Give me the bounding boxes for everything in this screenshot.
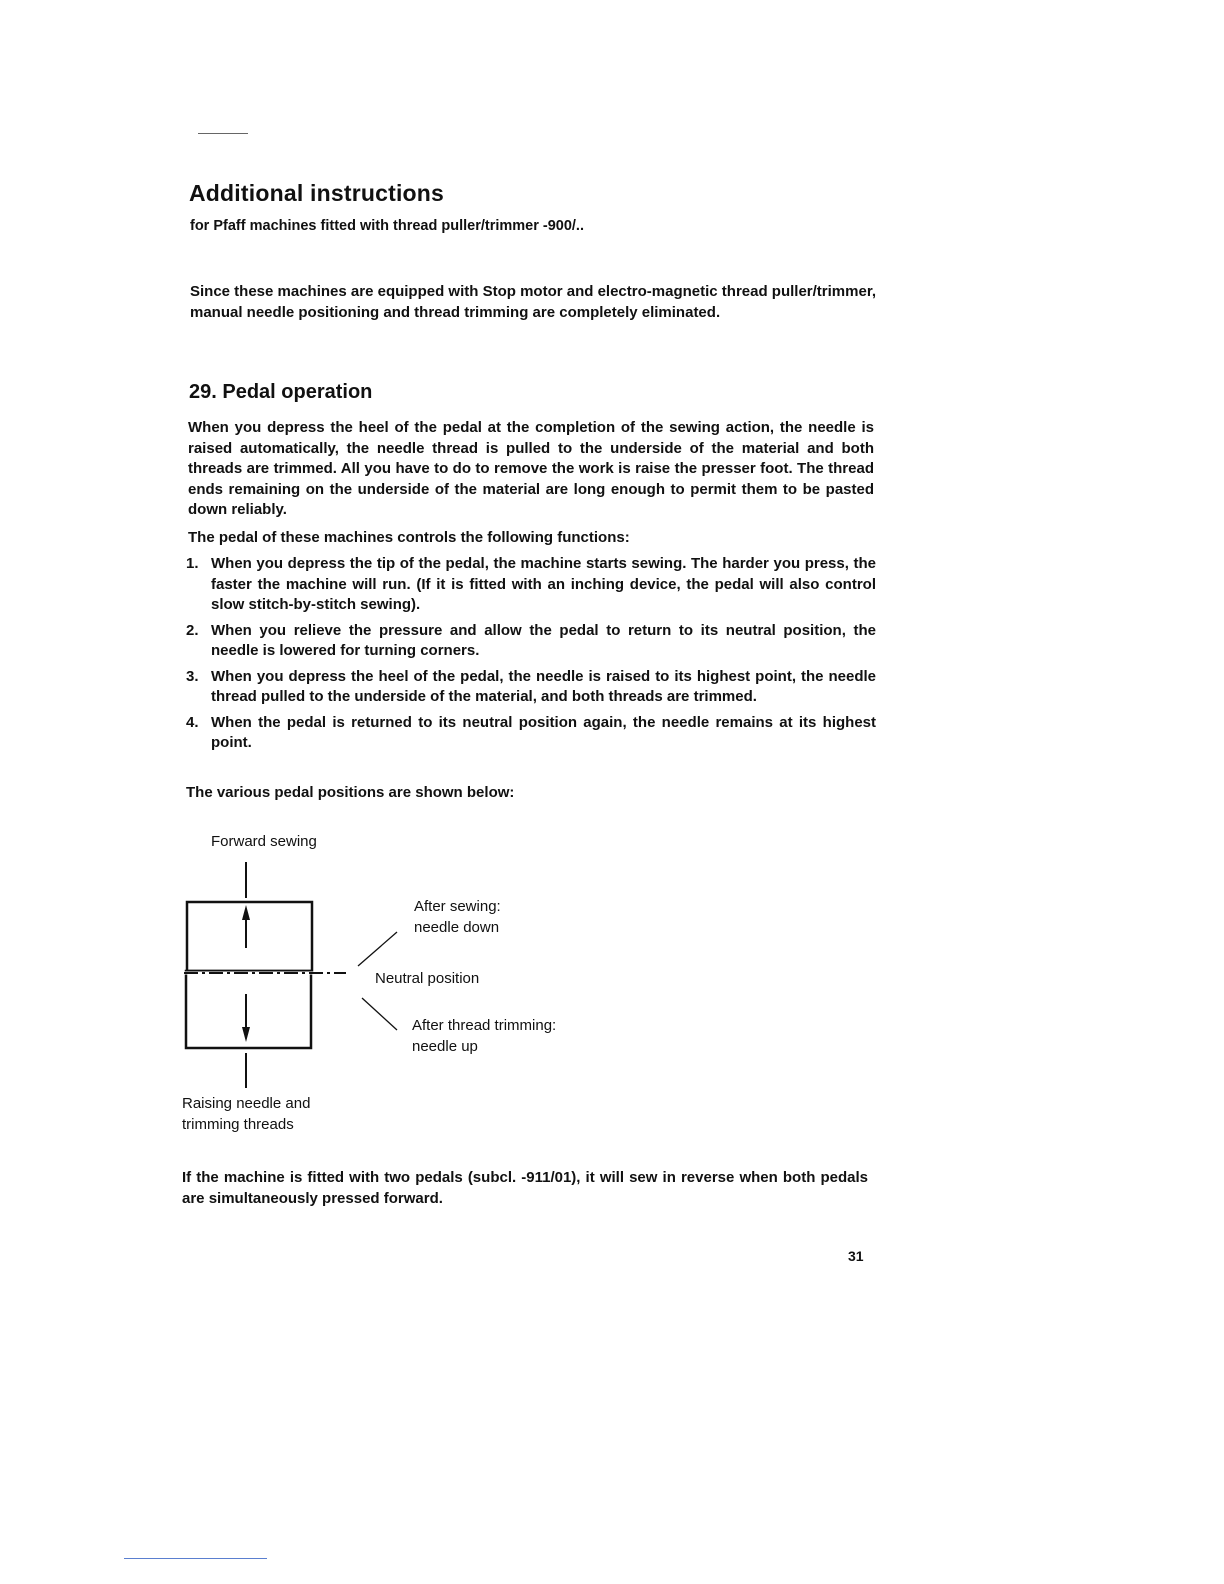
diagram-intro: The various pedal positions are shown below:	[186, 784, 515, 801]
list-item-text: When you depress the tip of the pedal, the machine starts sewing. The harder you press, the faster the machine will run. (If it is fitted with an inching device, the pedal will also control slow stitch-by-stitch sewing).	[211, 555, 876, 613]
after-trimming-line2: needle up	[412, 1038, 478, 1055]
section-heading: 29. Pedal operation	[189, 381, 373, 403]
after-sewing-line2: needle down	[414, 919, 500, 936]
forward-sewing-label: Forward sewing	[211, 833, 317, 850]
pedal-paragraph: When you depress the heel of the pedal at the completion of the sewing action, the needle is raised automatically, the needle thread is pulled to the underside of the material and both threads are trimmed. All you have to do to remove the work is raise the presser foot. The thread ends remaining on the underside of the material are long enough to permit them to be pasted down reliably.	[188, 419, 874, 518]
top-rule	[198, 133, 248, 134]
backward-arrow-head	[242, 1027, 250, 1042]
pedal-upper-half	[187, 902, 312, 971]
page-number: 31	[848, 1248, 864, 1264]
forward-arrow-head	[242, 905, 250, 920]
list-item-number: 2.	[186, 621, 199, 639]
pedal-lower-half	[186, 971, 311, 1048]
list-item	[186, 713, 876, 754]
list-item-text: When you depress the heel of the pedal, the needle is raised to its highest point, the needle thread pulled to the underside of the material, and both threads are trimmed.	[211, 667, 876, 705]
list-item-text: When the pedal is returned to its neutral position again, the needle remains at its highest point.	[211, 713, 876, 751]
list-item	[186, 667, 876, 708]
list-item-number: 1.	[186, 555, 199, 572]
raising-needle-label	[182, 1093, 362, 1135]
list-item-number: 4.	[186, 713, 199, 731]
after-sewing-label	[414, 896, 574, 938]
list-item	[186, 621, 876, 662]
page-title: Additional instructions	[189, 180, 445, 206]
functions-list	[186, 554, 876, 759]
list-item-number: 3.	[186, 667, 199, 685]
neutral-position-label: Neutral position	[375, 970, 480, 987]
page-subtitle: for Pfaff machines fitted with thread puller/trimmer -900/..	[190, 218, 584, 234]
after-trimming-leader	[362, 998, 397, 1030]
list-item	[186, 554, 876, 616]
after-sewing-leader	[358, 932, 397, 966]
intro-paragraph: Since these machines are equipped with Stop motor and electro-magnetic thread puller/trimmer, manual needle positioning and thread trimming are completely eliminated.	[190, 283, 876, 321]
raising-line1: Raising needle and	[182, 1095, 311, 1112]
raising-line2: trimming threads	[182, 1116, 294, 1133]
after-sewing-line1: After sewing:	[414, 898, 501, 915]
list-item-text: When you relieve the pressure and allow the pedal to return to its neutral position, the needle is lowered for turning corners.	[211, 621, 876, 659]
closing-paragraph: If the machine is fitted with two pedals (subcl. -911/01), it will sew in reverse when both pedals are simultaneously pressed forward.	[182, 1169, 868, 1207]
after-trimming-label	[412, 1015, 602, 1057]
functions-intro: The pedal of these machines controls the following functions:	[188, 529, 630, 546]
after-trimming-line1: After thread trimming:	[412, 1017, 557, 1034]
bottom-rule	[124, 1558, 267, 1559]
